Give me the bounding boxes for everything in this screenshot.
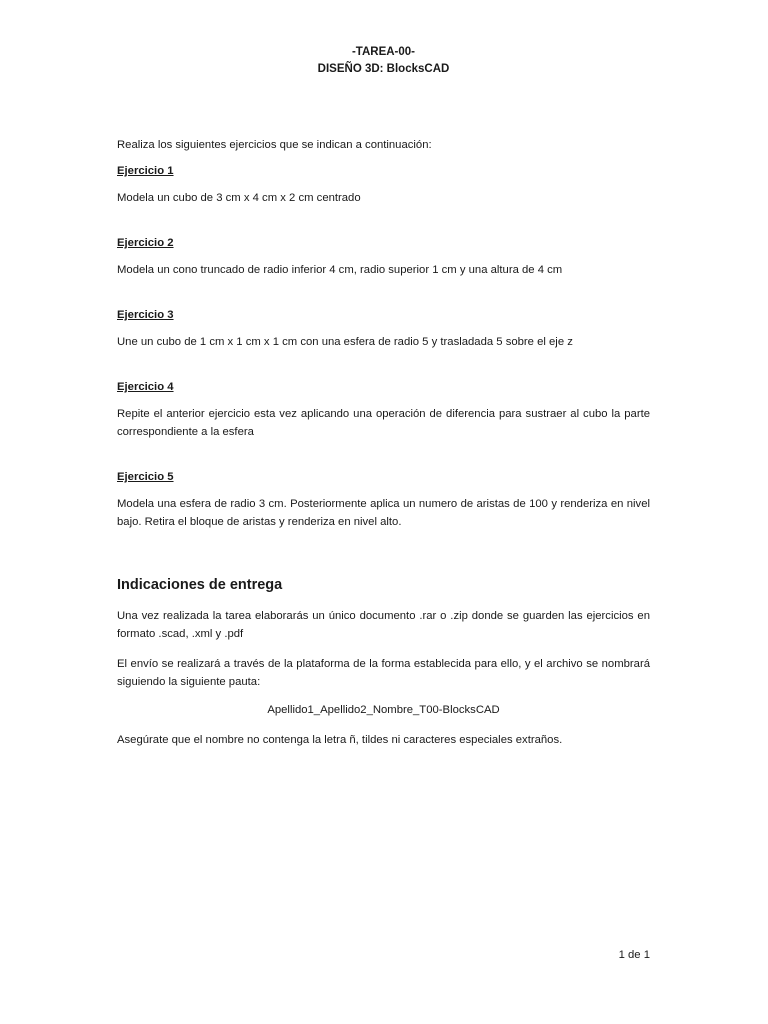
exercise-block-4 — [117, 378, 650, 441]
delivery-paragraph-3: Asegúrate que el nombre no contenga la letra ñ, tildes ni caracteres especiales extraños. — [117, 734, 563, 746]
exercise-body: Repite el anterior ejercicio esta vez aplicando una operación de diferencia para sustraer al cubo la parte correspondiente a la esfera — [117, 408, 650, 438]
exercise-block-2 — [117, 234, 650, 279]
page-number: 1 de 1 — [618, 949, 650, 961]
document-content — [117, 44, 650, 749]
exercise-block-5 — [117, 468, 650, 531]
delivery-section-title: Indicaciones de entrega — [117, 577, 283, 593]
exercise-heading: Ejercicio 5 — [117, 471, 174, 483]
exercise-body: Modela un cono truncado de radio inferior 4 cm, radio superior 1 cm y una altura de 4 cm — [117, 264, 563, 276]
exercise-body: Une un cubo de 1 cm x 1 cm x 1 cm con una esfera de radio 5 y trasladada 5 sobre el eje z — [117, 336, 573, 348]
exercise-block-1 — [117, 162, 650, 207]
delivery-paragraph-1: Una vez realizada la tarea elaborarás un único documento .rar o .zip donde se guarden las ejercicios en formato .scad, .xml y .pdf — [117, 610, 650, 640]
exercise-block-3 — [117, 306, 650, 351]
exercise-heading: Ejercicio 1 — [117, 165, 174, 177]
title-line-2: DISEÑO 3D: BlocksCAD — [317, 63, 450, 75]
intro-text: Realiza los siguientes ejercicios que se indican a continuación: — [117, 139, 432, 151]
exercise-body: Modela una esfera de radio 3 cm. Posteriormente aplica un numero de aristas de 100 y renderiza en nivel bajo. Retira el bloque de aristas y renderiza en nivel alto. — [117, 498, 650, 528]
exercise-heading: Ejercicio 4 — [117, 381, 174, 393]
delivery-paragraph-2: El envío se realizará a través de la plataforma de la forma establecida para ello, y el archivo se nombrará siguiendo la siguiente pauta: — [117, 658, 650, 688]
title-line-1: -TAREA-00- — [351, 46, 416, 58]
exercise-heading: Ejercicio 3 — [117, 309, 174, 321]
document-title — [117, 44, 650, 78]
exercise-body: Modela un cubo de 3 cm x 4 cm x 2 cm centrado — [117, 192, 361, 204]
exercise-heading: Ejercicio 2 — [117, 237, 174, 249]
filename-pattern: Apellido1_Apellido2_Nombre_T00-BlocksCAD — [267, 704, 500, 716]
